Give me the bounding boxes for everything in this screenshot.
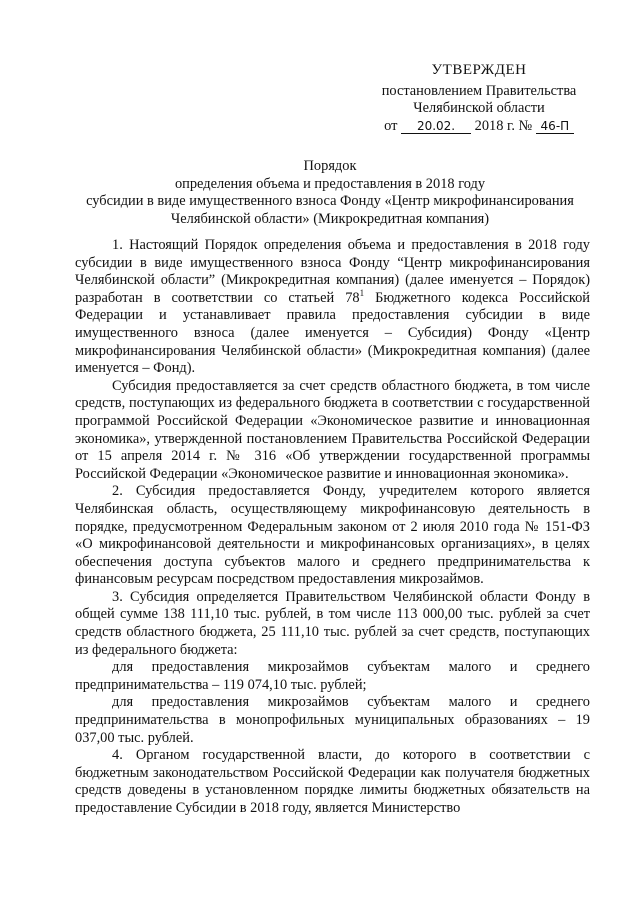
handwritten-number: 46-П xyxy=(536,119,574,134)
approved-heading: УТВЕРЖДЕН xyxy=(431,62,527,78)
approval-date-line xyxy=(376,118,582,136)
paragraph-5: 4. Органом государственной власти, до которого в соответствии с бюджетным законодательством Российской Федерации как получателя бюджетных средств доведены в установленном порядке лимиты бюджетных обязательств на предоставление Субсидии в 2018 году, является Министерство xyxy=(75,747,590,816)
year-number-label: 2018 г. № xyxy=(474,117,533,134)
from-label: от xyxy=(384,117,398,134)
paragraph-1 xyxy=(75,237,590,378)
title-line-2: определения объема и предоставления в 2018 году xyxy=(174,175,486,192)
title-line-4: Челябинской области» (Микрокредитная компания) xyxy=(170,210,490,227)
list-item-2: для предоставления микрозаймов субъектам малого и среднего предпринимательства в монопрофильных муниципальных образованиях – 19 037,00 тыс. рублей. xyxy=(75,694,590,746)
paragraph-3: 2. Субсидия предоставляется Фонду, учредителем которого является Челябинская область, осуществляющему микрофинансовую деятельность в порядке, предусмотренном Федеральным законом от 2 июля 2010 года № 151-ФЗ «О микрофинансовой деятельности и микрофинансовых организациях», в целях обеспечения доступа субъектов малого и среднего предпринимательства к финансовым ресурсам посредством предоставления микрозаймов. xyxy=(75,483,590,588)
list-item-1: для предоставления микрозаймов субъектам малого и среднего предпринимательства – 119 074,10 тыс. рублей; xyxy=(75,659,590,693)
document-title xyxy=(60,158,600,228)
handwritten-date: 20.02. xyxy=(401,119,471,134)
approval-stamp xyxy=(376,62,582,135)
paragraph-4: 3. Субсидия определяется Правительством Челябинской области Фонду в общей сумме 138 111,10 тыс. рублей, в том числе 113 000,00 тыс. рублей за счет средств областного бюджета, 25 111,10 тыс. рублей за счет средств, поступающих из федерального бюджета: xyxy=(75,588,590,658)
approval-line-1: постановлением Правительства xyxy=(381,82,577,99)
title-line-1: Порядок xyxy=(303,158,357,174)
paragraph-1-text-a: 1. Настоящий Порядок определения объема и предоставления в 2018 году субсидии в виде имущественного взноса Фонду “Центр микрофинансирования Челябинской области” (Микрокредитная компания) (далее именуется – Порядок) разработан в соответствии со статьей 78 xyxy=(75,237,590,306)
article-superscript: 1 xyxy=(359,287,365,298)
title-line-3: субсидии в виде имущественного взноса Фонду «Центр микрофинансирования xyxy=(86,193,574,210)
document-body xyxy=(75,237,590,818)
paragraph-1-text-b: Бюджетного кодекса Российской Федерации и устанавливает правила предоставления субсидии в виде имущественного взноса (далее именуется – Субсидия) Фонду «Центр микрофинансирования Челябинской области» (Микрокредитная компания) (далее именуется – Фонд). xyxy=(75,289,590,377)
approval-line-2: Челябинской области xyxy=(413,100,545,117)
paragraph-2: Субсидия предоставляется за счет средств областного бюджета, в том числе средств, поступающих из федерального бюджета в соответствии с государственной программой Российской Федерации «Экономическое развитие и инновационная экономика», утвержденной постановлением Правительства Российской Федерации от 15 апреля 2014 г. № 316 «Об утверждении государственной программы Российской Федерации «Экономическое развитие и инновационная экономика». xyxy=(75,377,590,482)
